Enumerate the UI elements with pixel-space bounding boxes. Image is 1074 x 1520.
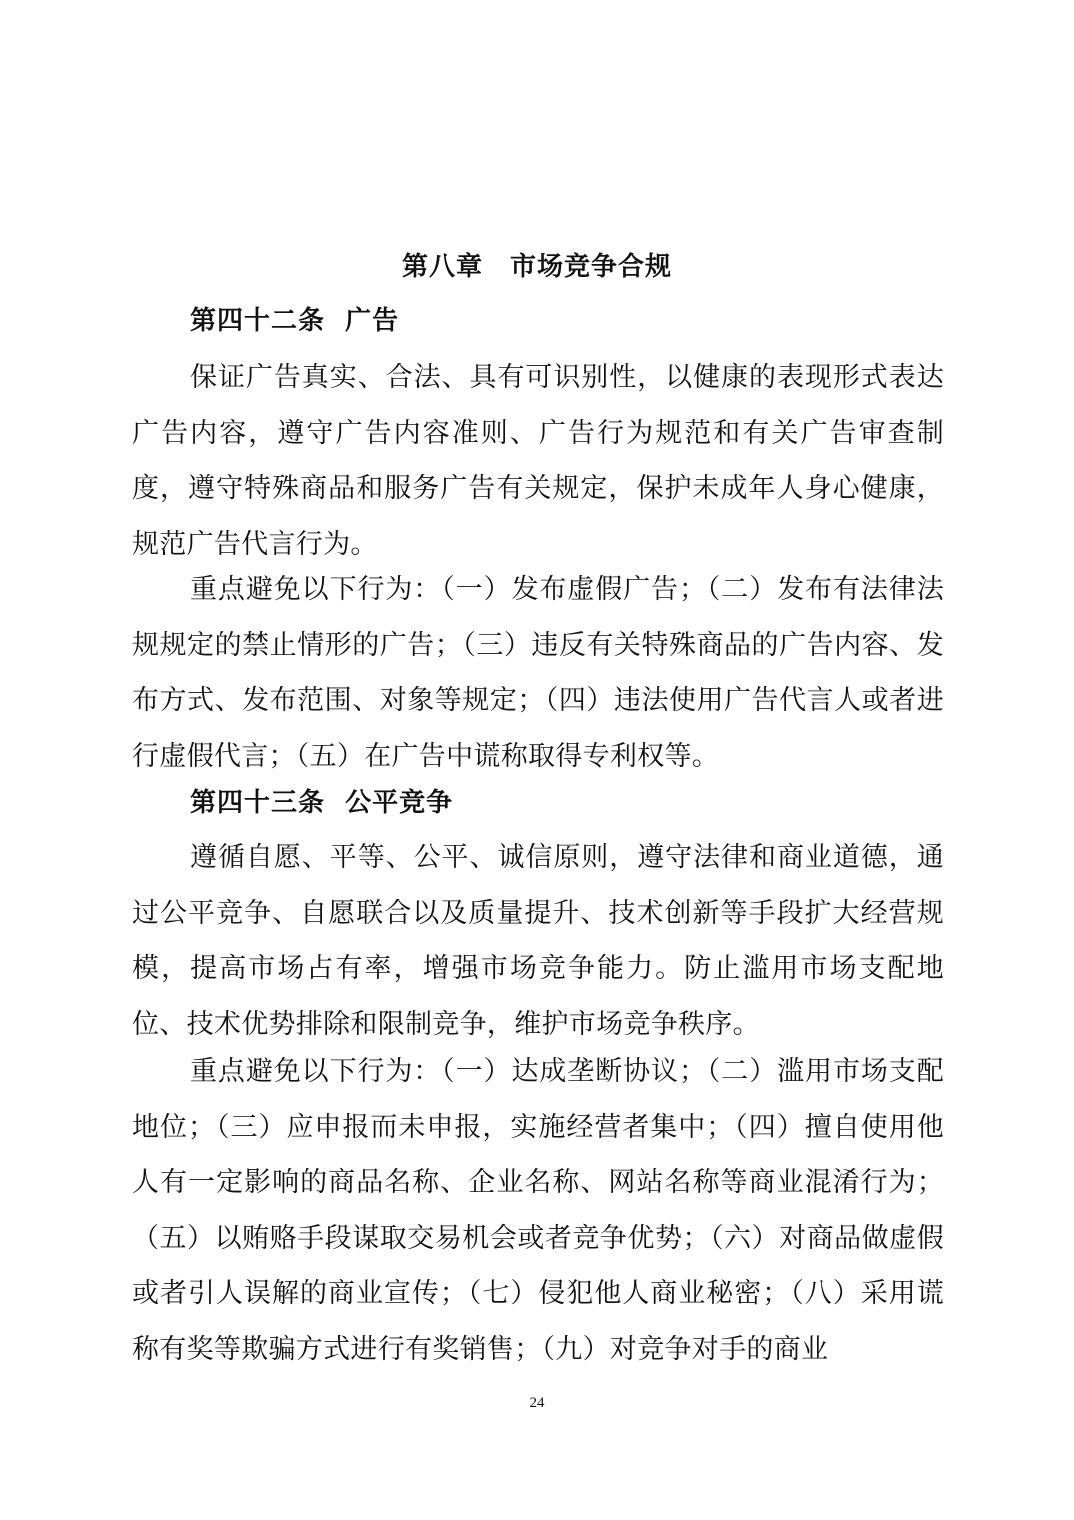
article-43-paragraph-1: 遵循自愿、平等、公平、诚信原则，遵守法律和商业道德，通过公平竞争、自愿联合以及质量提升、技术创新等手段扩大经营规模，提高市场占有率，增强市场竞争能力。防止滥用市场支配地位、技术优势排除和限制竞争，维护市场竞争秩序。	[132, 842, 944, 1040]
article-42-heading: 第四十二条 广告	[190, 306, 400, 336]
article-42-paragraph-2: 重点避免以下行为：（一）发布虚假广告；（二）发布有法律法规规定的禁止情形的广告；（三）违反有关特殊商品的广告内容、发布方式、发布范围、对象等规定；（四）违法使用广告代言人或者进行虚假代言；（五）在广告中谎称取得专利权等。	[132, 574, 944, 772]
chapter-title: 第八章 市场竞争合规	[401, 252, 672, 282]
article-43-heading: 第四十三条 公平竞争	[190, 788, 454, 818]
page-number: 24	[529, 1395, 545, 1411]
article-43-paragraph-2: 重点避免以下行为：（一）达成垄断协议；（二）滥用市场支配地位；（三）应申报而未申报，实施经营者集中；（四）擅自使用他人有一定影响的商品名称、企业名称、网站名称等商业混淆行为；（五）以贿赂手段谋取交易机会或者竞争优势；（六）对商品做虚假或者引人误解的商业宣传；（七）侵犯他人商业秘密；（八）采用谎称有奖等欺骗方式进行有奖销售；（九）对竞争对手的商业	[132, 1056, 944, 1365]
article-42-paragraph-1: 保证广告真实、合法、具有可识别性，以健康的表现形式表达广告内容，遵守广告内容准则、广告行为规范和有关广告审查制度，遵守特殊商品和服务广告有关规定，保护未成年人身心健康，规范广告代言行为。	[132, 362, 944, 560]
